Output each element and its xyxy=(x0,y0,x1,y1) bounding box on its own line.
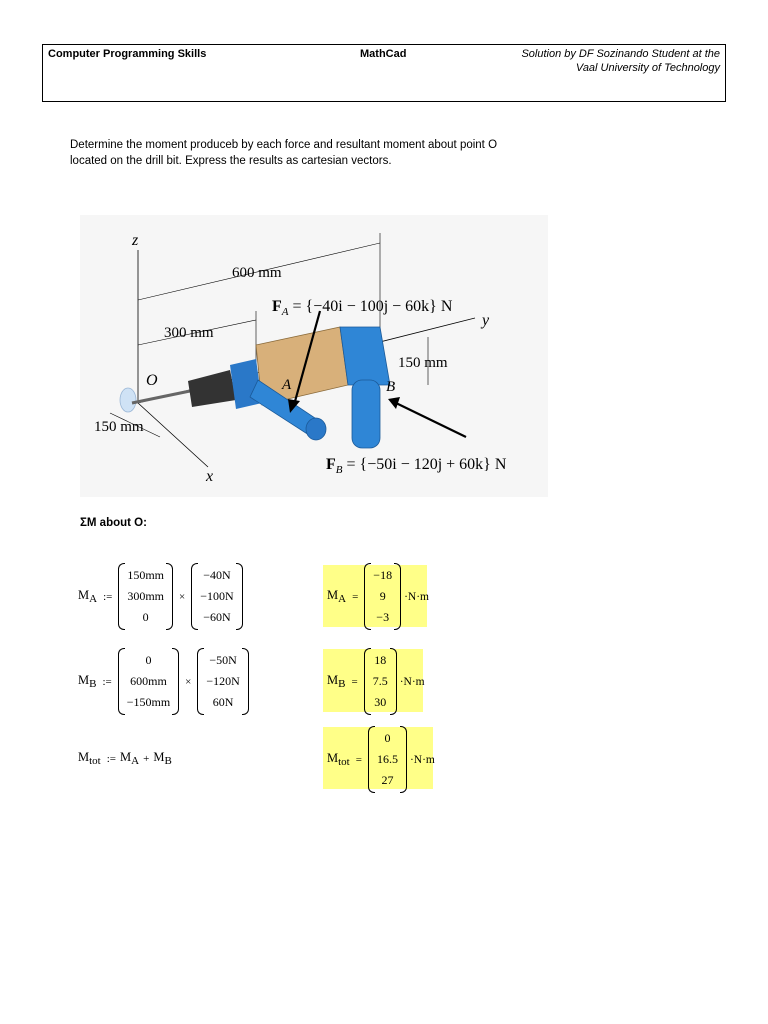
problem-statement xyxy=(70,137,590,169)
mb-result xyxy=(327,648,425,715)
mtot-result-vector xyxy=(368,726,407,793)
vector-cell: 30 xyxy=(374,695,387,709)
vector-cell: 0 xyxy=(384,731,391,745)
vector-cell: −100N xyxy=(200,589,234,603)
ma-definition xyxy=(78,563,245,630)
unit-label: ·N·m xyxy=(404,590,429,603)
assign-op: := xyxy=(102,675,112,688)
position-vector-b xyxy=(118,648,179,715)
point-o-label: O xyxy=(146,372,158,389)
position-vector-a xyxy=(118,563,173,630)
author-line-1: Solution by DF Sozinando Student at the xyxy=(521,48,720,60)
course-title: Computer Programming Skills xyxy=(48,48,207,60)
section-title: ΣM about O: xyxy=(80,517,147,529)
vector-cell: 0 xyxy=(142,610,149,624)
mb-result-lhs: $M_B$ xyxy=(327,673,346,690)
side-handle-end xyxy=(306,418,326,440)
vector-cell: 600mm xyxy=(130,674,167,688)
vector-cell: −150mm xyxy=(126,695,171,709)
force-b-label: $F_B = \{-50i - 120j + 60k\}$ N xyxy=(326,456,507,476)
vector-cell: 7.5 xyxy=(372,674,388,688)
term-ma: $M_A$ xyxy=(120,750,140,767)
cross-op: × xyxy=(185,675,192,688)
vector-cell: −60N xyxy=(203,610,231,624)
page-header xyxy=(42,44,726,102)
vector-cell: 0 xyxy=(145,653,152,667)
unit-label: ·N·m xyxy=(409,753,435,766)
vector-cell: −3 xyxy=(376,610,390,624)
vector-cell: 150mm xyxy=(127,568,165,582)
vector-cell: 18 xyxy=(374,653,387,667)
mtot-result xyxy=(327,726,435,793)
mb-lhs: $M_B$ xyxy=(78,673,97,690)
problem-line-2: located on the drill bit. Express the results as cartesian vectors. xyxy=(70,155,392,167)
drill-handle xyxy=(352,380,380,448)
mtot-definition xyxy=(78,750,172,767)
point-b-label: B xyxy=(386,379,396,395)
point-o-marker xyxy=(120,388,136,412)
problem-line-1: Determine the moment produceb by each force and resultant moment about point O xyxy=(70,139,498,151)
mb-definition xyxy=(78,648,251,715)
vector-cell: 300mm xyxy=(127,589,165,603)
dim-label-150-right: 150 mm xyxy=(398,355,448,371)
software-name: MathCad xyxy=(360,48,407,60)
vector-cell: 16.5 xyxy=(376,752,398,766)
force-vector-a xyxy=(191,563,242,630)
unit-label: ·N·m xyxy=(399,675,425,688)
author-credit xyxy=(521,47,720,75)
z-axis-label: z xyxy=(132,232,139,249)
ma-lhs: $M_A$ xyxy=(78,588,98,605)
vector-cell: −50N xyxy=(209,653,237,667)
y-axis-label: y xyxy=(482,312,490,329)
vector-cell: 60N xyxy=(212,695,234,709)
plus-op: + xyxy=(143,752,150,765)
term-mb: $M_B$ xyxy=(153,750,172,767)
mtot-lhs: $M_{tot}$ xyxy=(78,750,101,767)
vector-cell: 9 xyxy=(379,589,386,603)
ma-result-vector xyxy=(364,563,401,630)
equals-op: = xyxy=(351,675,358,688)
equals-op: = xyxy=(355,753,362,766)
dim-label-600: 600 mm xyxy=(232,265,282,281)
cross-op: × xyxy=(179,590,186,603)
dim-label-150-left: 150 mm xyxy=(94,419,144,435)
mb-result-vector xyxy=(364,648,397,715)
assign-op: := xyxy=(103,590,113,603)
assign-op: := xyxy=(106,752,117,765)
equals-op: = xyxy=(352,590,359,603)
author-line-2: Vaal University of Technology xyxy=(575,62,720,74)
point-a-label: A xyxy=(282,377,292,393)
force-a-label: $F_A = \{-40i - 100j - 60k\}$ N xyxy=(272,298,453,318)
x-axis-label: x xyxy=(206,468,214,485)
vector-cell: −40N xyxy=(203,568,231,582)
force-vector-b xyxy=(197,648,248,715)
drill-figure xyxy=(80,215,548,497)
vector-cell: 27 xyxy=(381,773,394,787)
mtot-result-lhs: $M_{tot}$ xyxy=(327,751,350,768)
dim-label-300: 300 mm xyxy=(164,325,214,341)
vector-cell: −18 xyxy=(373,568,393,582)
ma-result xyxy=(327,563,429,630)
vector-cell: −120N xyxy=(206,674,240,688)
ma-result-lhs: $M_A$ xyxy=(327,588,347,605)
